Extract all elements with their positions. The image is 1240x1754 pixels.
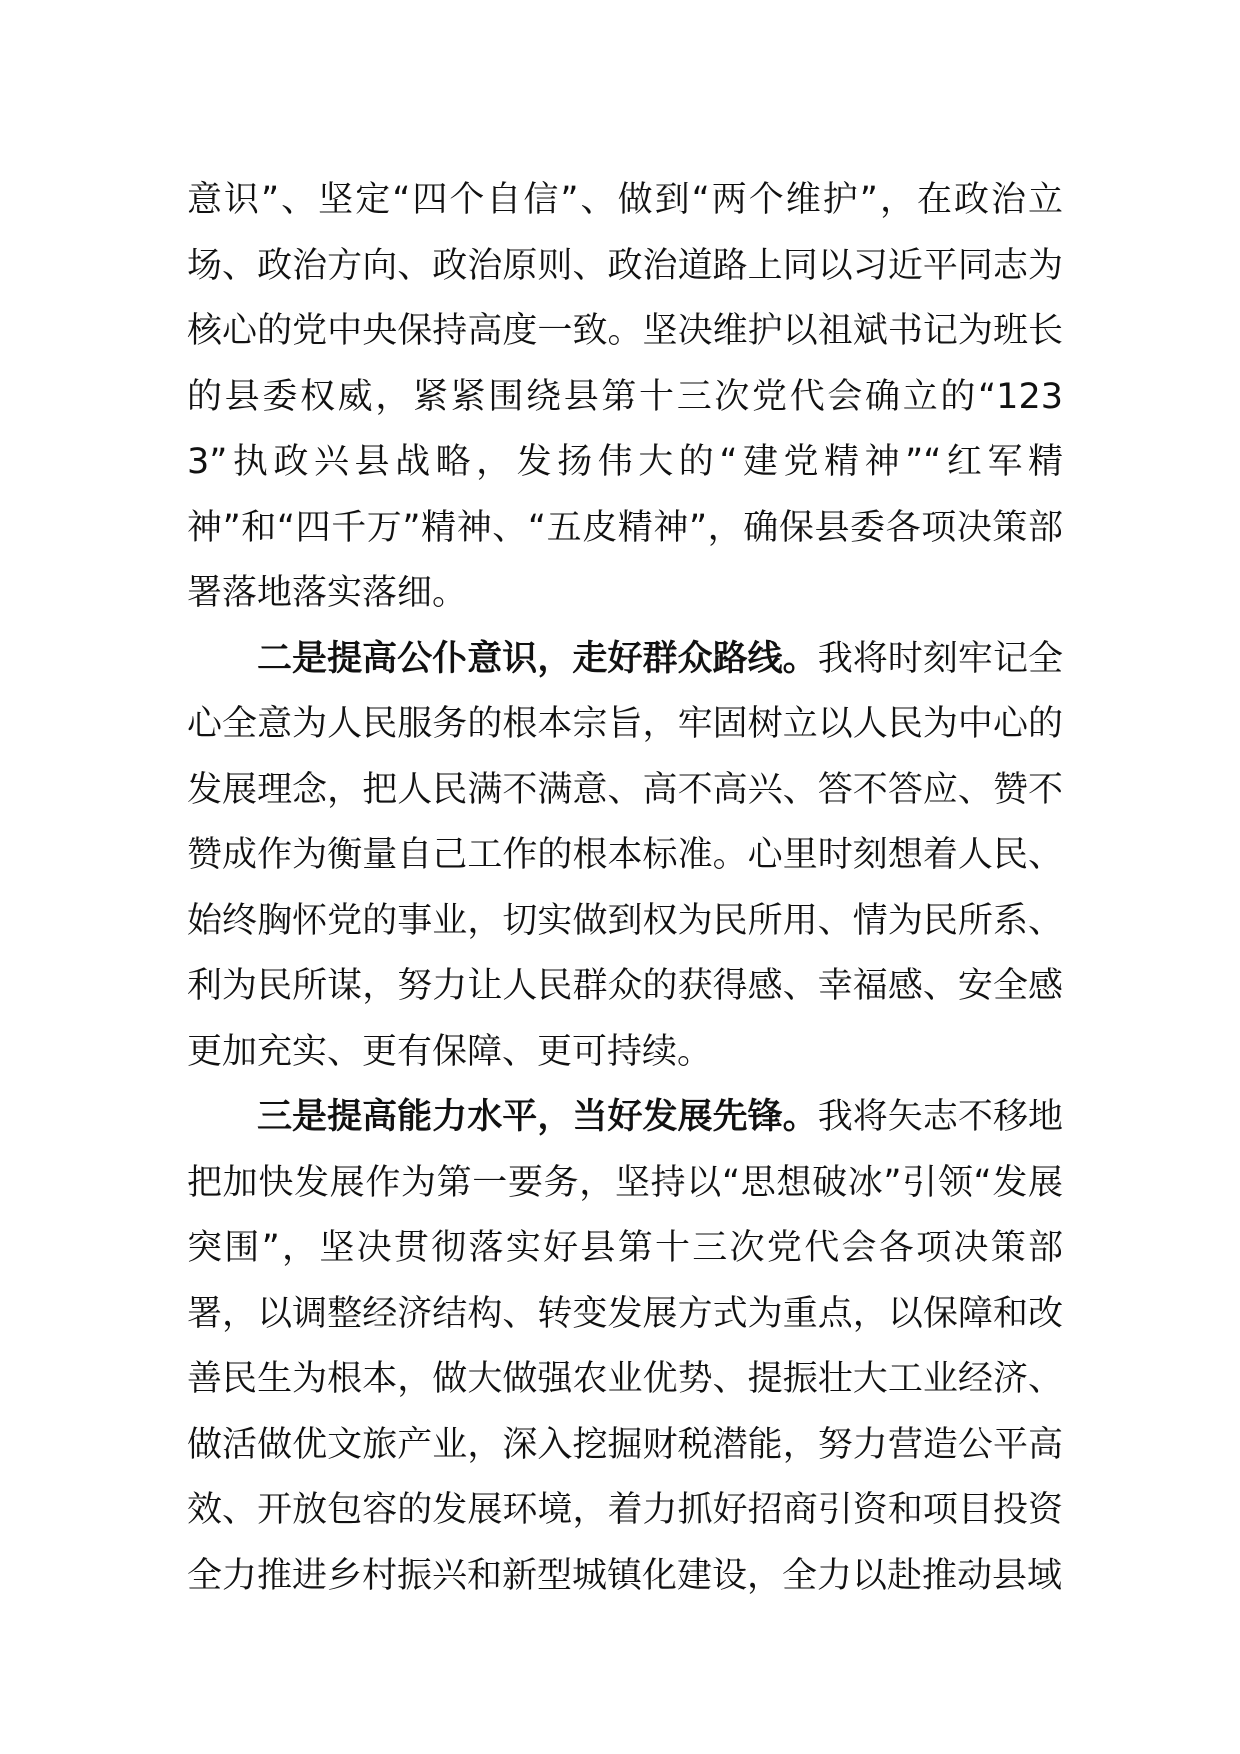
paragraph-1 <box>187 168 1063 627</box>
paragraph-2 <box>187 627 1063 1086</box>
paragraph-2-text: 我将时刻牢记全心全意为人民服务的根本宗旨，牢固树立以人民为中心的发展理念，把人民满不满意、高不高兴、答不答应、赞不赞成作为衡量自己工作的根本标准。心里时刻想着人民、始终胸怀党的事业，切实做到权为民所用、情为民所系、利为民所谋，努力让人民群众的获得感、幸福感、安全感更加充实、更有保障、更可持续。 <box>187 638 1063 1072</box>
paragraph-3-text: 我将矢志不移地把加快发展作为第一要务，坚持以“思想破冰”引领“发展突围”，坚决贯彻落实好县第十三次党代会各项决策部署，以调整经济结构、转变发展方式为重点，以保障和改善民生为根本，做大做强农业优势、提振壮大工业经济、做活做优文旅产业，深入挖掘财税潜能，努力营造公平高效、开放包容的发展环境，着力抓好招商引资和项目投资全力推进乡村振兴和新型城镇化建设，全力以赴推动县域 <box>187 1097 1063 1596</box>
paragraph-2-lead: 二是提高公仆意识，走好群众路线。 <box>257 638 818 679</box>
paragraph-1-text: 意识”、坚定“四个自信”、做到“两个维护”，在政治立场、政治方向、政治原则、政治道路上同以习近平同志为核心的党中央保持高度一致。坚决维护以祖斌书记为班长的县委权威，紧紧围绕县第十三次党代会确立的“1233”执政兴县战略，发扬伟大的“建党精神”“红军精神”和“四千万”精神、“五皮精神”，确保县委各项决策部署落地落实落细。 <box>187 180 1063 613</box>
paragraph-3-lead: 三是提高能力水平，当好发展先锋。 <box>257 1097 818 1137</box>
paragraph-3 <box>187 1085 1063 1609</box>
document-body <box>187 168 1063 1609</box>
